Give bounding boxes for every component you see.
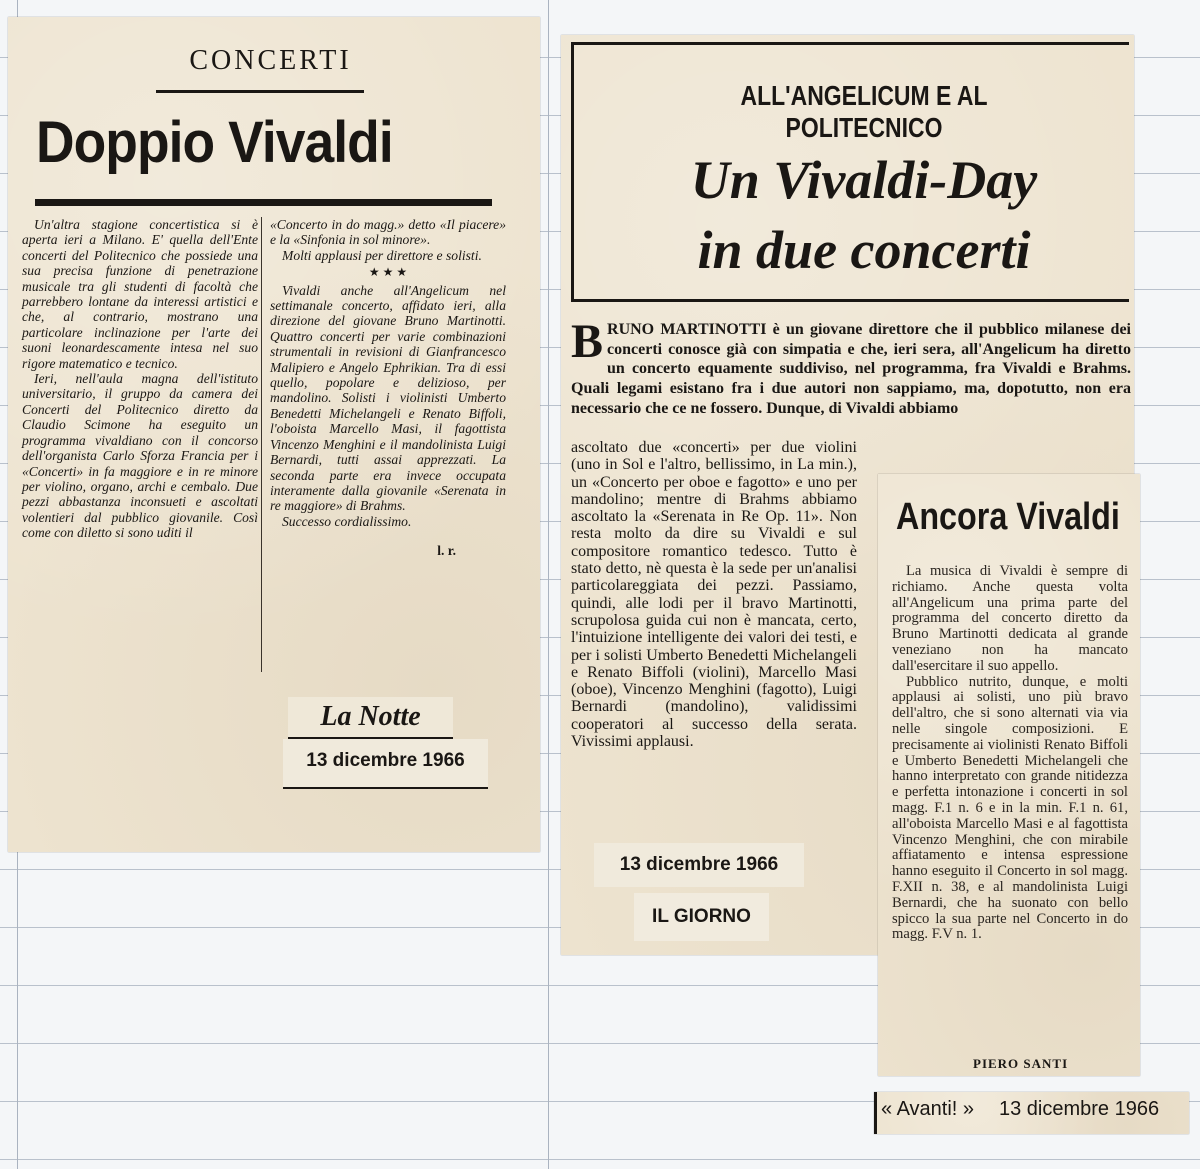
headline-box — [571, 42, 1129, 302]
notebook-margin-line — [548, 0, 549, 1169]
article-column-2 — [270, 217, 506, 559]
byline: PIERO SANTI — [973, 1056, 1069, 1071]
section-kicker: ALL'ANGELICUM E AL POLITECNICO — [740, 80, 988, 143]
publication-date: 13 dicembre 1966 — [999, 1098, 1160, 1120]
headline-rule — [35, 199, 492, 206]
headline-line-2: in due concerti — [697, 220, 1031, 280]
paragraph: «Concerto in do magg.» detto «Il piacere» e la «Sinfonia in sol minore». — [270, 217, 506, 248]
lead-text: RUNO MARTINOTTI è un giovane direttore che il pubblico milanese dei concerti conosce già con simpatia e che, ieri sera, all'Angelicum ha diretto un concerto equamente suddiviso, nel programma, fra Vivaldi e Brahms. Quali legami esistano fra i due autori non sappiamo, ma, dopotutto, non era necessario che ce ne fossero. Dunque, di Vivaldi abbiamo — [571, 321, 1131, 417]
paragraph: Successo cordialissimo. — [282, 513, 412, 529]
headline — [614, 145, 1114, 285]
publication-date: 13 dicembre 1966 — [283, 739, 488, 789]
clipping-avanti-masthead — [874, 1092, 1189, 1134]
article-column-1 — [22, 217, 258, 541]
section-kicker: CONCERTI — [189, 45, 352, 76]
headline: Ancora Vivaldi — [896, 496, 1120, 538]
newspaper-name: La Notte — [288, 697, 453, 739]
clipping-la-notte — [8, 17, 540, 852]
paragraph: Molti applausi per direttore e solisti. — [282, 247, 482, 263]
author-initials: l. r. — [437, 543, 456, 559]
headline-line-1: Un Vivaldi-Day — [690, 150, 1038, 210]
paragraph: La musica di Vivaldi è sempre di richiamo. Anche questa volta all'Angelicum una prima parte del programma del concerto diretto da Bruno Martinotti dedicata al grande veneziano non ha mancato dall'esercitare il suo appello. — [892, 563, 1128, 674]
lead-paragraph — [571, 315, 1131, 419]
separator-stars: ★ ★ ★ — [368, 265, 408, 280]
paragraph: Pubblico nutrito, dunque, e molti applausi ai solisti, uno più bravo dell'altro, che si sono alternati via via nelle singole composizioni. E precisamente ai violinisti Renato Biffoli e Umberto Benedetti Michelangeli che hanno interpretato con grande nitidezza e perfetta intonazione i concerti in sol magg. F.1 n. 6 e in la min. F.1 n. 61, all'oboista Marcello Masi e al fagottista Vincenzo Menghini, che con mirabile affiatamento e intensa espressione hanno eseguito il Concerto in sol magg. F.XII n. 38, e al mandolinista Luigi Bernardi, che ha suonato con bello spicco la sua parte nel Concerto in do magg. F.V n. 1. — [892, 673, 1128, 943]
kicker-rule — [156, 90, 364, 93]
headline: Doppio Vivaldi — [36, 110, 393, 175]
newspaper-name: IL GIORNO — [634, 893, 769, 941]
publication-date: 13 dicembre 1966 — [594, 843, 804, 887]
clipping-avanti — [878, 474, 1140, 1076]
article-body — [892, 564, 1128, 943]
article-body: ascoltato due «concerti» per due violini (uno in Sol e l'altro, bellissimo, in La min.), un «Concerto per oboe e fagotto» e uno per mandolino; mentre di Brahms abbiamo ascoltato la «Serenata in Re Op. 11». Non resta molto da dire su Vivaldi e sul compositore romantico tedesco. Tutto è stato detto, nè questa è la sede per un'analisi particolareggiata dei pezzi. Passiamo, quindi, alle lodi per il bravo Martinotti, scrupolosa guida cui non è mancata, certo, l'intuizione intelligente dei valori dei testi, e per i solisti Umberto Benedetti Michelangeli e Renato Biffoli (violini), Marcello Masi (oboe), Vincenzo Menghini (fagotto), Luigi Bernardi (mandolino), validissimi cooperatori al successo della serata. Vivissimi applausi. — [571, 439, 857, 751]
paragraph: Ieri, nell'aula magna dell'istituto universitario, il gruppo da camera dei Concerti del Politecnico diretto da Claudio Scimone ha eseguito un programma vivaldiano con il concorso dell'organista Carlo Sforza Francia per i «Concerti» in fa maggiore e in re minore per violino, organo, archi e cembalo. Due pezzi abbastanza inconsueti e ascoltati volentieri dal pubblico giovanile. Così come con diletto si sono uditi il — [22, 371, 258, 541]
newspaper-name: « Avanti! » — [881, 1098, 975, 1120]
paragraph: Un'altra stagione concertistica si è aperta ieri a Milano. E' quella dell'Ente concerti del Politecnico che possiede una sua precisa funzione di penetrazione musicale tra gli studenti di facoltà che parrebbero lontane da interessi artistici e che, al contrario, mostrano una particolare inclinazione per l'arte dei suoni leonardescamente intesa nel suo rigore matematico e tecnico. — [22, 217, 258, 371]
column-divider — [261, 217, 262, 672]
paragraph: Vivaldi anche all'Angelicum nel settimanale concerto, affidato ieri, alla direzione del giovane Bruno Martinotti. Quattro concerti per varie combinazioni strumentali in revisioni di Gianfrancesco Malipiero e Angelo Ephrikian. Tra di essi quello, popolare e delizioso, per mandolino. Solisti i violinisti Umberto Benedetti Michelangeli e Renato Biffoli, l'oboista Marcello Masi, il fagottista Vincenzo Menghini e il mandolinista Luigi Bernardi, tutti assai apprezzati. La seconda parte era invece occupata interamente dalla giovanile «Serenata in re maggiore» di Brahms. — [270, 282, 506, 514]
drop-cap: B — [571, 315, 604, 368]
